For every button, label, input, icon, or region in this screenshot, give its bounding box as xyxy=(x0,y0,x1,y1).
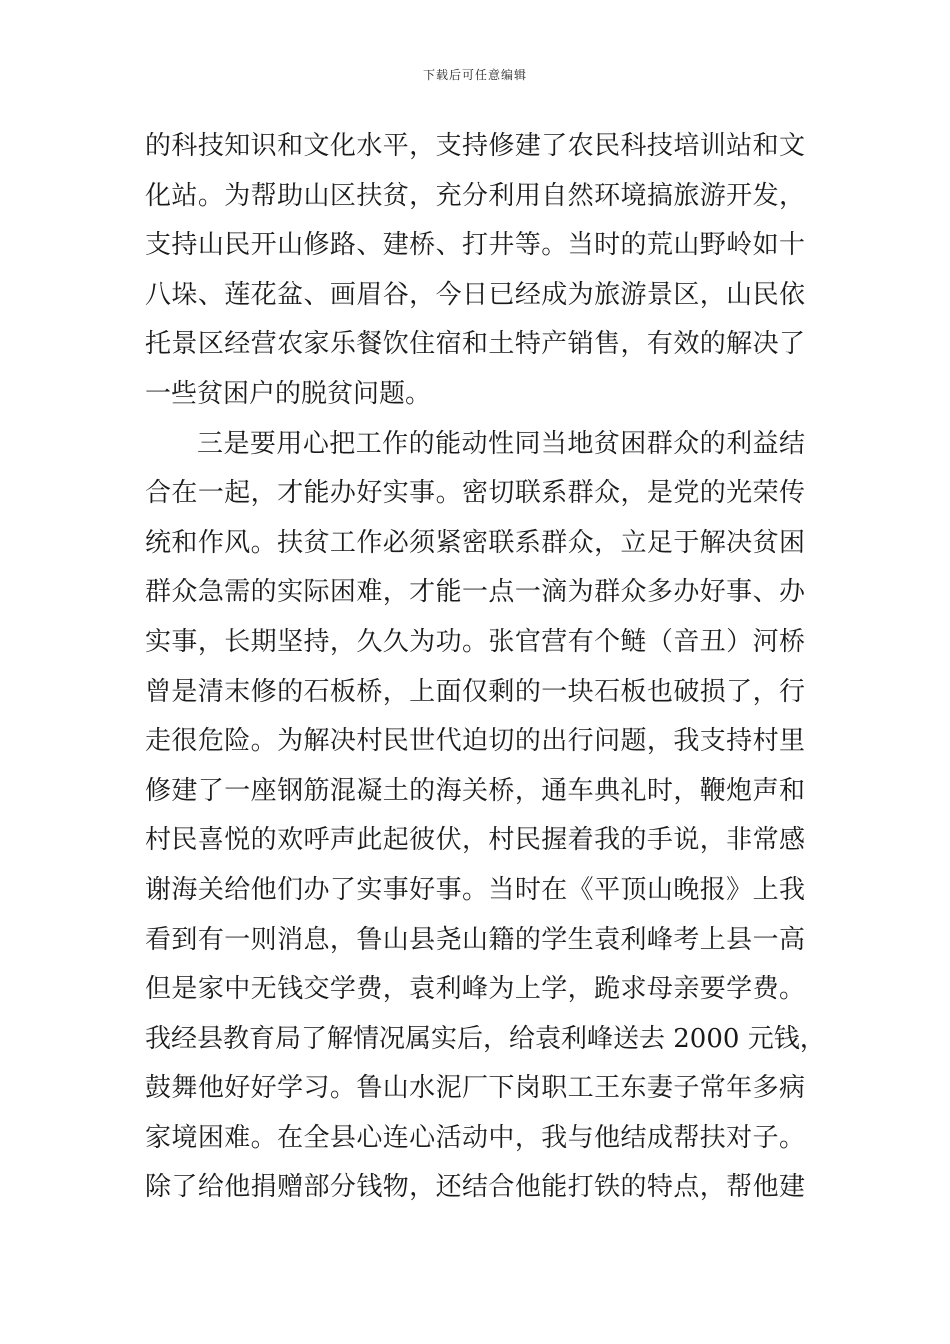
paragraph-2 xyxy=(145,420,826,1214)
text-line: 村民喜悦的欢呼声此起彼伏，村民握着我的手说，非常感 xyxy=(145,825,805,856)
text-line: 我经县教育局了解情况属实后，给袁利峰送去 2000 元钱， xyxy=(145,1023,826,1054)
text-line: 合在一起，才能办好实事。密切联系群众，是党的光荣传 xyxy=(145,478,805,509)
text-line: 支持山民开山修路、建桥、打井等。当时的荒山野岭如十 xyxy=(145,230,805,261)
text-line: 除了给他捐赠部分钱物，还结合他能打铁的特点，帮他建 xyxy=(145,1172,805,1203)
text-line: 但是家中无钱交学费，袁利峰为上学，跪求母亲要学费。 xyxy=(145,974,805,1005)
text-line: 八垛、莲花盆、画眉谷，今日已经成为旅游景区，山民依 xyxy=(145,279,805,310)
text-line: 的科技知识和文化水平，支持修建了农民科技培训站和文 xyxy=(145,131,805,161)
text-line: 统和作风。扶贫工作必须紧密联系群众，立足于解决贫困 xyxy=(145,527,805,558)
text-line: 托景区经营农家乐餐饮住宿和土特产销售，有效的解决了 xyxy=(145,329,805,360)
text-line: 鼓舞他好好学习。鲁山水泥厂下岗职工王东妻子常年多病 xyxy=(145,1073,805,1104)
text-line: 群众急需的实际困难，才能一点一滴为群众多办好事、办 xyxy=(145,577,805,608)
document-body xyxy=(145,122,826,1213)
text-line: 修建了一座钢筋混凝土的海关桥，通车典礼时，鞭炮声和 xyxy=(145,775,805,806)
text-line: 走很危险。为解决村民世代迫切的出行问题，我支持村里 xyxy=(145,726,805,757)
text-line: 三是要用心把工作的能动性同当地贫困群众的利益结 xyxy=(197,428,805,459)
text-line: 实事，长期坚持，久久为功。张官营有个鲢（音丑）河桥 xyxy=(145,626,805,657)
page-header: 下载后可任意编辑 xyxy=(422,68,527,82)
text-line: 化站。为帮助山区扶贫，充分利用自然环境搞旅游开发， xyxy=(145,180,805,211)
paragraph-1 xyxy=(145,122,805,420)
text-line: 曾是清末修的石板桥，上面仅剩的一块石板也破损了，行 xyxy=(145,676,805,707)
text-line: 家境困难。在全县心连心活动中，我与他结成帮扶对子。 xyxy=(145,1122,805,1153)
text-line: 看到有一则消息，鲁山县尧山籍的学生袁利峰考上县一高 xyxy=(145,924,805,955)
text-line: 一些贫困户的脱贫问题。 xyxy=(145,378,432,409)
text-line: 谢海关给他们办了实事好事。当时在《平顶山晚报》上我 xyxy=(145,874,805,905)
